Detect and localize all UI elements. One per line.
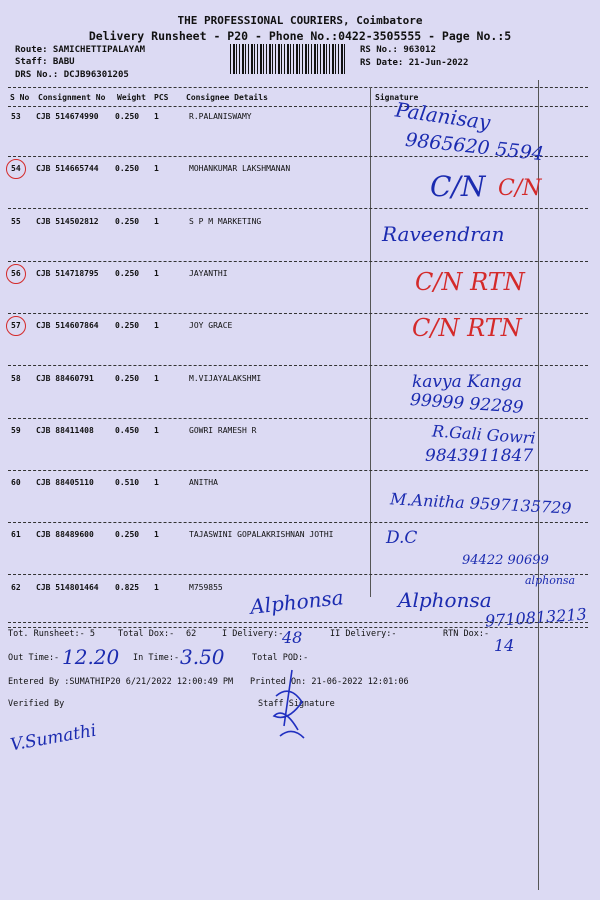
route-label: Route: SAMICHETTIPALAYAM [15,45,146,55]
handwriting-row62-name-right: Alphonsa [398,588,492,612]
row-consignment-no: CJB 88489600 [36,530,94,539]
signature-divider [370,87,371,597]
row-divider [8,208,588,209]
row-consignment-no: CJB 514718795 [36,269,99,278]
verified-by-signature: V.Sumathi [8,720,98,756]
row-weight: 0.250 [115,530,140,539]
staff-signature-scribble [262,666,312,746]
handwriting-row54-cn-red: C/N [498,176,542,201]
i-delivery-label: I Delivery:- [222,629,284,639]
handwriting-row54-cn-blue: C/N [430,170,486,203]
handwriting-row53-name: Palanisay [393,97,492,135]
row-pcs: 1 [154,112,159,121]
row-consignee: R.PALANISWAMY [189,112,252,121]
row-pcs: 1 [154,217,159,226]
runsheet-subtitle: Delivery Runsheet - P20 - Phone No.:0422-3505555 - Page No.:5 [88,29,512,43]
row-pcs: 1 [154,530,159,539]
printed-on: Printed On: 21-06-2022 12:01:06 [250,677,409,687]
row-consignee: S P M MARKETING [189,217,262,226]
row-weight: 0.250 [115,374,140,383]
header-rule-bottom [8,106,588,107]
row-divider [8,418,588,419]
row-consignee: JAYANTHI [189,269,228,278]
row-consignee: ANITHA [189,478,218,487]
row-weight: 0.250 [115,269,140,278]
row-sno: 61 [11,530,21,539]
row-sno: 55 [11,217,21,226]
drs-label: DRS No.: DCJB96301205 [15,70,129,80]
col-consignee: Consignee Details [186,93,268,102]
barcode [230,44,345,74]
row-consignment-no: CJB 88411408 [36,426,94,435]
out-time-label: Out Time:- [8,653,60,663]
handwriting-row60-signature: M.Anitha 9597135729 [389,489,572,518]
row-pcs: 1 [154,269,159,278]
company-title: THE PROFESSIONAL COURIERS, Coimbatore [177,14,423,27]
handwriting-row62-name-left: Alphonsa [249,585,345,619]
row-consignment-no: CJB 514801464 [36,583,99,592]
row-sno: 60 [11,478,21,487]
row-consignment-no: CJB 514665744 [36,164,99,173]
row-consignee: MOHANKUMAR LAKSHMANAN [189,164,291,173]
row-pcs: 1 [154,321,159,330]
handwriting-row57-cn-rtn: C/N RTN [412,314,522,342]
entered-by: Entered By :SUMATHIP20 6/21/2022 12:00:49 PM [8,677,234,687]
row-sno: 56 [11,269,21,278]
row-weight: 0.250 [115,164,140,173]
footer-rule [8,622,588,623]
col-pcs: PCS [154,93,169,102]
row-pcs: 1 [154,164,159,173]
row-circle-mark [6,159,26,179]
row-weight: 0.825 [115,583,140,592]
row-weight: 0.510 [115,478,140,487]
row-consignee: TAJASWINI GOPALAKRISHNAN JOTHI [189,530,334,539]
row-weight: 0.250 [115,321,140,330]
total-dox-value: 62 [186,629,197,639]
row-circle-mark [6,316,26,336]
header-rule-top [8,87,588,88]
in-time-label: In Time:- [133,653,180,663]
row-consignee: GOWRI RAMESH R [189,426,257,435]
row-sno: 57 [11,321,21,330]
row-pcs: 1 [154,426,159,435]
rtn-dox-value: 14 [494,636,515,655]
handwriting-row58-name: kavya Kanga [412,372,522,392]
out-time-value: 12.20 [62,645,120,669]
row-consignee: M759855 [189,583,223,592]
handwriting-row61-phone: 94422 90699 [462,553,549,568]
row-weight: 0.250 [115,217,140,226]
right-margin-line [538,80,539,890]
row-divider [8,522,588,523]
col-sno: S No [10,93,30,102]
row-divider [8,470,588,471]
col-signature: Signature [375,93,419,102]
staff-signature-label: Staff Signature [258,699,335,709]
row-sno: 54 [11,164,21,173]
row-consignee: JOY GRACE [189,321,233,330]
rtn-dox-label: RTN Dox:- [443,629,490,639]
row-sno: 59 [11,426,21,435]
row-weight: 0.450 [115,426,140,435]
handwriting-row58-phone: 99999 92289 [409,390,525,418]
row-consignee: M.VIJAYALAKSHMI [189,374,262,383]
row-divider [8,365,588,366]
rs-number: RS No.: 963012 [360,45,436,55]
row-sno: 58 [11,374,21,383]
handwriting-row61-signature: D.C [386,528,418,548]
row-consignment-no: CJB 88405110 [36,478,94,487]
handwriting-row56-cn-rtn: C/N RTN [415,268,525,296]
row-consignment-no: CJB 88460791 [36,374,94,383]
tot-runsheet: Tot. Runsheet:- 5 [8,629,95,639]
staff-label: Staff: BABU [15,57,75,67]
handwriting-row59-phone: 9843911847 [425,446,534,466]
handwriting-row53-phone: 9865620 5594 [404,128,545,166]
handwriting-row55-name: Raveendran [382,222,505,246]
handwriting-row59-name: R.Gali Gowri [431,421,537,448]
col-consignment: Consignment No [38,93,106,102]
row-pcs: 1 [154,374,159,383]
ii-delivery-label: II Delivery:- [330,629,397,639]
row-divider [8,574,588,575]
i-delivery-value: 48 [282,628,303,647]
row-sno: 62 [11,583,21,592]
verified-by-label: Verified By [8,699,65,709]
row-sno: 53 [11,112,21,121]
rs-date: RS Date: 21-Jun-2022 [360,58,469,68]
row-pcs: 1 [154,583,159,592]
total-dox-label: Total Dox:- [118,629,175,639]
handwriting-row62-phone: 9710813213 [484,604,588,631]
row-pcs: 1 [154,478,159,487]
row-divider [8,261,588,262]
row-consignment-no: CJB 514674990 [36,112,99,121]
row-weight: 0.250 [115,112,140,121]
total-pod-label: Total POD:- [252,653,309,663]
row-consignment-no: CJB 514502812 [36,217,99,226]
row-circle-mark [6,264,26,284]
handwriting-row62-note: alphonsa [525,574,576,587]
in-time-value: 3.50 [180,645,225,669]
col-weight: Weight [117,93,146,102]
row-consignment-no: CJB 514607864 [36,321,99,330]
